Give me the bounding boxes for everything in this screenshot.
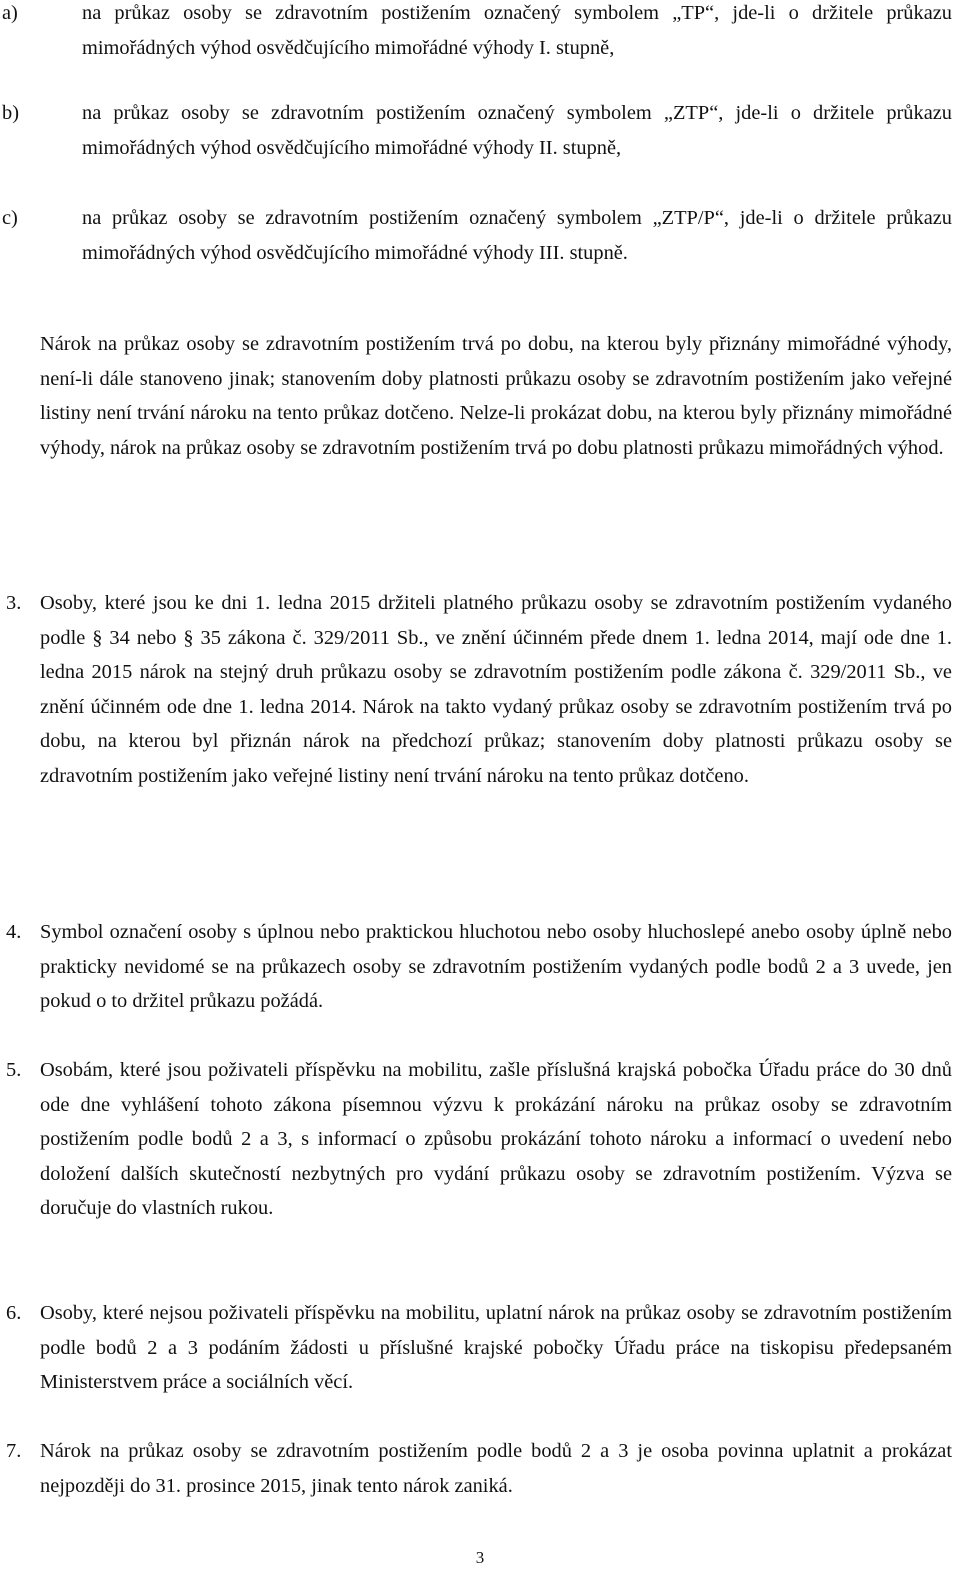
list-item-number: 6. xyxy=(6,1302,22,1324)
list-item-number: 5. xyxy=(6,1059,22,1081)
list-item xyxy=(0,0,960,100)
page-number: 3 xyxy=(475,1548,485,1567)
list-item-marker: b) xyxy=(2,102,19,124)
list-item-text: Nárok na průkaz osoby se zdravotním postižením podle bodů 2 a 3 je osoba povinna uplatnit a prokázat nejpozději do 31. prosince 2015, jinak tento nárok zaniká. xyxy=(40,1440,952,1497)
list-item-marker: a) xyxy=(2,2,18,24)
list-item-text: Osobám, které jsou poživateli příspěvku na mobilitu, zašle příslušná krajská pobočka Úřadu práce do 30 dnů ode dne vyhlášení tohoto zákona písemnou výzvu k prokázání nároku na průkaz osoby se zdravotním postižením podle bodů 2 a 3, s informací o způsobu prokázání tohoto nároku a informací o uvedení nebo doložení dalších skutečností nezbytných pro vydání průkazu osoby se zdravotním postižením. Výzva se doručuje do vlastních rukou. xyxy=(40,1059,952,1219)
list-item-text: na průkaz osoby se zdravotním postižením označený symbolem „ZTP/P“, jde-li o držitele průkazu mimořádných výhod osvědčujícího mimořádné výhody III. stupně. xyxy=(82,207,952,264)
list-item xyxy=(0,96,960,200)
list-item-number: 4. xyxy=(6,921,22,943)
list-item-number: 3. xyxy=(6,592,22,614)
body-paragraph: Nárok na průkaz osoby se zdravotním postižením trvá po dobu, na kterou byly přiznány mimořádné výhody, není-li dále stanoveno jinak; stanovením doby platnosti průkazu osoby se zdravotním postižením jako veřejné listiny není trvání nároku na tento průkaz dotčeno. Nelze-li prokázat dobu, na kterou byly přiznány mimořádné výhody, nárok na průkaz osoby se zdravotním postižením trvá po dobu platnosti průkazu mimořádných výhod. xyxy=(40,333,952,459)
list-item xyxy=(0,201,960,305)
list-item-text: na průkaz osoby se zdravotním postižením označený symbolem „TP“, jde-li o držitele průkazu mimořádných výhod osvědčujícího mimořádné výhody I. stupně, xyxy=(82,2,952,59)
list-item-text: Osoby, které jsou ke dni 1. ledna 2015 držiteli platného průkazu osoby se zdravotním postižením vydaného podle § 34 nebo § 35 zákona č. 329/2011 Sb., ve znění účinném přede dnem 1. ledna 2014, mají ode dne 1. ledna 2015 nárok na stejný druh průkazu osoby se zdravotním postižením podle zákona č. 329/2011 Sb., ve znění účinném ode dne 1. ledna 2014. Nárok na takto vydaný průkaz osoby se zdravotním postižením trvá po dobu, na kterou byl přiznán nárok na předchozí průkaz; stanovením doby platnosti průkazu osoby se zdravotním postižením jako veřejné listiny není trvání nároku na tento průkaz dotčeno. xyxy=(40,592,952,787)
list-item-text: Symbol označení osoby s úplnou nebo praktickou hluchotou nebo osoby hluchoslepé anebo osoby úplně nebo prakticky nevidomé se na průkazech osoby se zdravotním postižením vydaných podle bodů 2 a 3 uvede, jen pokud o to držitel průkazu požádá. xyxy=(40,921,952,1012)
list-item-number: 7. xyxy=(6,1440,22,1462)
list-item-text: Osoby, které nejsou poživateli příspěvku na mobilitu, uplatní nárok na průkaz osoby se zdravotním postižením podle bodů 2 a 3 podáním žádosti u příslušné krajské pobočky Úřadu práce na tiskopisu předepsaném Ministerstvem práce a sociálních věcí. xyxy=(40,1302,952,1393)
list-item-marker: c) xyxy=(2,207,18,229)
list-item-text: na průkaz osoby se zdravotním postižením označený symbolem „ZTP“, jde-li o držitele průkazu mimořádných výhod osvědčujícího mimořádné výhody II. stupně, xyxy=(82,102,952,159)
